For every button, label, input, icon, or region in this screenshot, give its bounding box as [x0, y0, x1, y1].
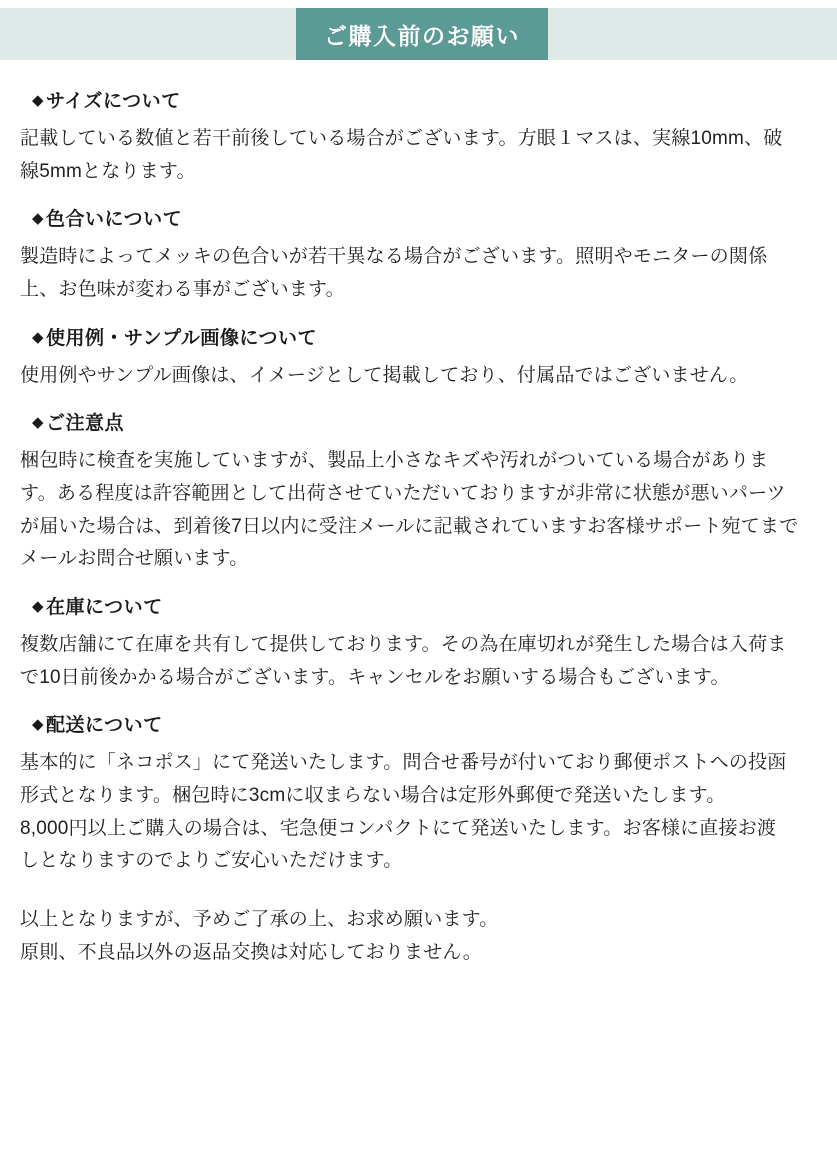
section-size	[18, 86, 819, 188]
section-color	[18, 204, 819, 306]
section-heading	[32, 710, 819, 737]
section-heading-label: ご注意点	[46, 413, 125, 435]
diamond-bullet-icon: ◆	[32, 716, 45, 734]
body-line: 梱包時に検査を実施していますが、製品上小さなキズや汚れがついている場合がありま	[20, 450, 769, 472]
section-shipping	[18, 710, 819, 878]
body-line: す。ある程度は許容範囲として出荷させていただいておりますが非常に状態が悪いパーツ	[20, 483, 786, 505]
closing-note	[20, 904, 819, 969]
notice-content	[0, 72, 837, 969]
section-heading	[32, 592, 819, 619]
header-title-band	[296, 8, 548, 60]
header-right-fill	[548, 8, 837, 60]
body-line: 線5mmとなります。	[20, 160, 196, 182]
closing-line: 原則、不良品以外の返品交換は対応しておりません。	[20, 941, 482, 963]
page-title: ご購入前のお願い	[324, 22, 520, 49]
body-line: 製造時によってメッキの色合いが若干異なる場合がございます。照明やモニターの関係	[20, 246, 768, 268]
section-heading-label: 使用例・サンプル画像について	[46, 327, 317, 349]
section-heading-label: 在庫について	[46, 597, 163, 619]
body-line: 記載している数値と若干前後している場合がございます。方眼１マスは、実線10mm、破	[20, 128, 783, 149]
header-left-fill	[0, 8, 296, 60]
section-heading-label: 配送について	[46, 715, 163, 737]
section-cautions	[18, 408, 819, 576]
diamond-bullet-icon: ◆	[32, 598, 45, 616]
section-body	[20, 360, 819, 393]
body-line: 上、お色味が変わる事がございます。	[20, 279, 345, 301]
body-line: 使用例やサンプル画像は、イメージとして掲載しており、付属品ではございません。	[20, 364, 749, 386]
body-line: 基本的に「ネコポス」にて発送いたします。問合せ番号が付いており郵便ポストへの投函	[20, 752, 787, 774]
section-body	[20, 123, 819, 188]
diamond-bullet-icon: ◆	[32, 328, 45, 346]
closing-line: 以上となりますが、予めご了承の上、お求め願います。	[20, 909, 499, 931]
body-line: 形式となります。梱包時に3cmに収まらない場合は定形外郵便で発送いたします。	[20, 785, 726, 807]
diamond-bullet-icon: ◆	[32, 414, 45, 432]
diamond-bullet-icon: ◆	[32, 92, 45, 109]
section-heading-label: サイズについて	[46, 91, 181, 112]
body-line: 複数店舗にて在庫を共有して提供しております。その為在庫切れが発生した場合は入荷ま	[20, 634, 787, 656]
body-line: が届いた場合は、到着後7日以内に受注メールに記載されていますお客様サポート宛てまで	[20, 515, 799, 537]
section-sample-image	[18, 323, 819, 393]
section-stock	[18, 592, 819, 694]
page-header	[0, 8, 837, 60]
section-heading	[32, 323, 819, 350]
section-body	[20, 747, 819, 878]
section-body	[20, 241, 819, 306]
section-body	[20, 445, 819, 576]
section-heading	[32, 204, 819, 231]
section-body	[20, 629, 819, 694]
section-heading	[32, 86, 819, 113]
diamond-bullet-icon: ◆	[32, 210, 45, 228]
section-heading-label: 色合いについて	[46, 209, 183, 231]
body-line: メールお問合せ願います。	[20, 548, 249, 570]
body-line: しとなりますのでよりご安心いただけます。	[20, 850, 403, 872]
section-heading	[32, 408, 819, 435]
body-line: で10日前後かかる場合がございます。キャンセルをお願いする場合もございます。	[20, 666, 730, 688]
body-line: 8,000円以上ご購入の場合は、宅急便コンパクトにて発送いたします。お客様に直接お渡	[20, 817, 777, 839]
